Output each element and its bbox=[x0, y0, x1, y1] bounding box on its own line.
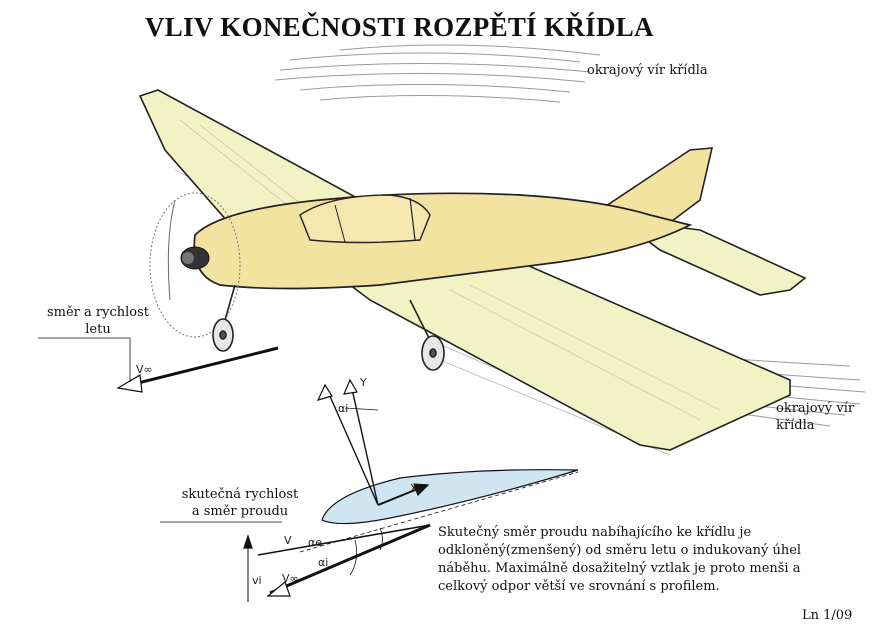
fuselage bbox=[194, 193, 690, 288]
flight-velocity-arrow bbox=[38, 338, 278, 392]
label-flight-direction-line1: směr a rychlost bbox=[46, 305, 149, 320]
label-tip-vortex-right-line1: okrajový vír bbox=[776, 401, 855, 416]
diagram-title: VLIV KONEČNOSTI ROZPĚTÍ KŘÍDLA bbox=[145, 12, 654, 42]
symbol-alpha-i-top: αi bbox=[338, 402, 349, 415]
sheet-code: Ln 1/09 bbox=[802, 608, 853, 623]
symbol-v-inf: V∞ bbox=[136, 363, 153, 376]
symbol-y: Y bbox=[360, 376, 367, 389]
label-flight-direction bbox=[38, 304, 158, 338]
wingtip-vortex-top bbox=[275, 45, 600, 102]
symbol-v-inf-small: V∞ bbox=[282, 572, 299, 585]
symbol-x-i: Xi bbox=[410, 482, 421, 495]
description-text: Skutečný směr proudu nabíhajícího ke křídlu je odkloněný(zmenšený) od směru letu o indukovaný úhel náběhu. Maximálně dosažitelný vztlak je proto menši a celkový odpor větší ve srovnání s profilem. bbox=[438, 525, 802, 594]
airfoil-profile bbox=[322, 470, 578, 524]
label-actual-flow-line2: a směr proudu bbox=[191, 504, 289, 519]
symbol-v-i: vi bbox=[252, 574, 262, 587]
symbol-v: V bbox=[284, 534, 292, 547]
symbol-alpha-e: αe bbox=[308, 536, 323, 549]
label-tip-vortex-right bbox=[776, 400, 854, 434]
symbol-alpha-i-bottom: αi bbox=[318, 556, 329, 569]
label-tip-vortex-top: okrajový vír křídla bbox=[587, 63, 708, 78]
label-tip-vortex-right-line2: křídla bbox=[776, 418, 815, 433]
label-flight-direction-line2: letu bbox=[85, 322, 111, 337]
label-actual-flow bbox=[170, 486, 310, 520]
label-actual-flow-line1: skutečná rychlost bbox=[181, 487, 299, 502]
